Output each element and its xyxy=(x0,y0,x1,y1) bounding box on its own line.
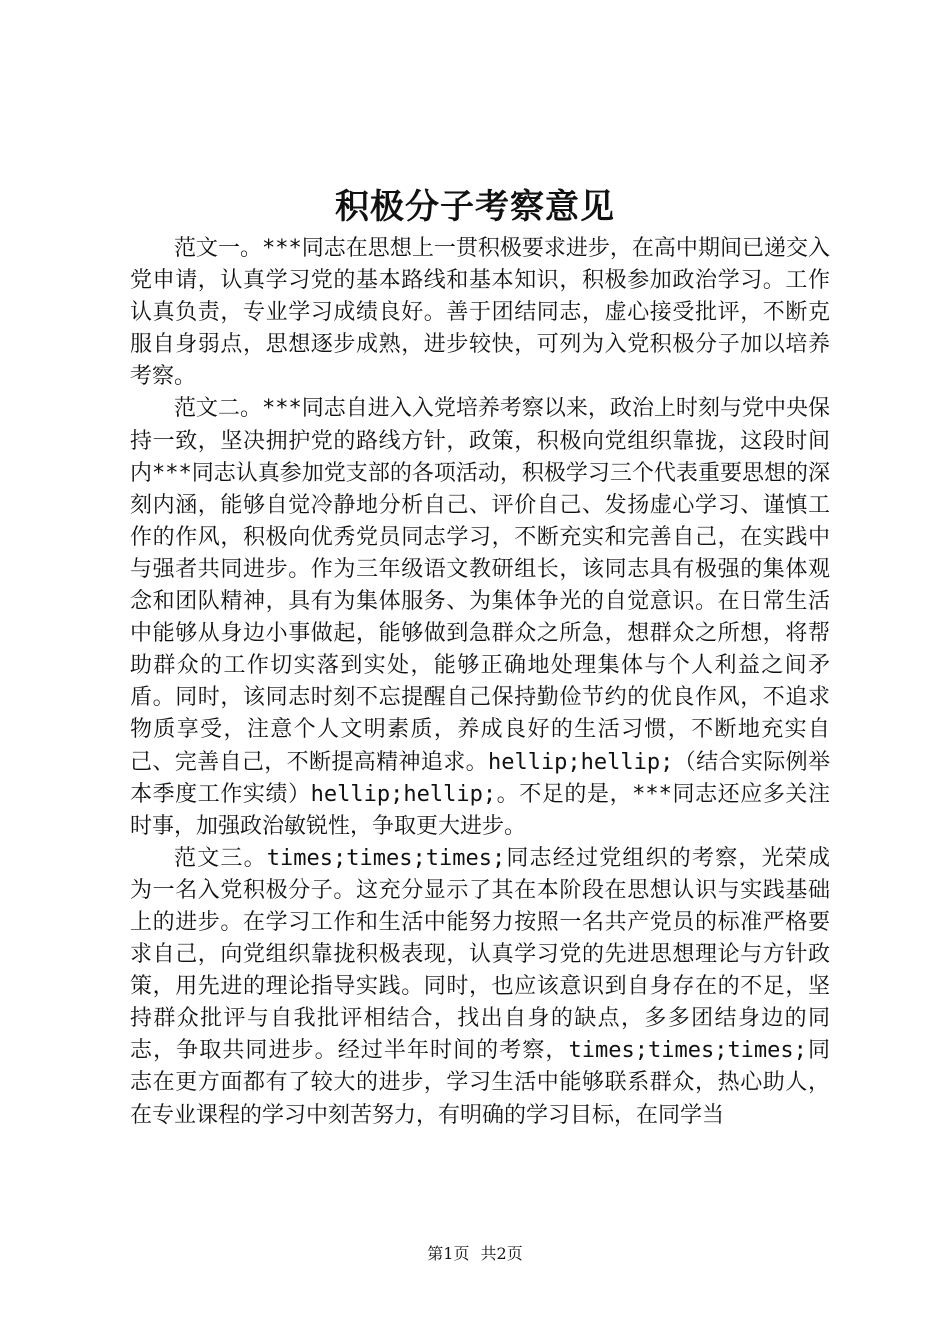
page-number-current: 第1页 xyxy=(427,1244,470,1263)
paragraph-sample-3: 范文三。times;times;times;同志经过党组织的考察，光荣成为一名入党积极分子。这充分显示了其在本阶段在思想认识与实践基础上的进步。在学习工作和生活中能努力按照一名共产党员的标准严格要求自己，向党组织靠拢积极表现，认真学习党的先进思想理论与方针政策，用先进的理论指导实践。同时，也应该意识到自身存在的不足，坚持群众批评与自我批评相结合，找出自身的缺点，多多团结身边的同志，争取共同进步。经过半年时间的考察，times;times;times;同志在更方面都有了较大的进步，学习生活中能够联系群众，热心助人，在专业课程的学习中刻苦努力，有明确的学习目标，在同学当 xyxy=(130,845,830,1128)
paragraph-sample-1: 范文一。***同志在思想上一贯积极要求进步，在高中期间已递交入党申请，认真学习党的基本路线和基本知识，积极参加政治学习。工作认真负责，专业学习成绩良好。善于团结同志，虚心接受批评，不断克服自身弱点，思想逐步成熟，进步较快，可列为入党积极分子加以培养考察。 xyxy=(130,236,830,390)
page-number-total: 共2页 xyxy=(480,1244,523,1263)
paragraph-sample-2: 范文二。***同志自进入入党培养考察以来，政治上时刻与党中央保持一致，坚决拥护党的路线方针，政策，积极向党组织靠拢，这段时间内***同志认真参加党支部的各项活动，积极学习三个代表重要思想的深刻内涵，能够自觉冷静地分析自己、评价自己、发扬虚心学习、谨慎工作的作风，积极向优秀党员同志学习，不断充实和完善自己，在实践中与强者共同进步。作为三年级语文教研组长，该同志具有极强的集体观念和团队精神，具有为集体服务、为集体争光的自觉意识。在日常生活中能够从身边小事做起，能够做到急群众之所急，想群众之所想，将帮助群众的工作切实落到实处，能够正确地处理集体与个人利益之间矛盾。同时，该同志时刻不忘提醒自己保持勤俭节约的优良作风，不追求物质享受，注意个人文明素质，养成良好的生活习惯，不断地充实自己、完善自己，不断提高精神追求。hellip;hellip;（结合实际例举本季度工作实绩）hellip;hellip;。不足的是，***同志还应多关注时事，加强政治敏锐性，争取更大进步。 xyxy=(130,396,830,839)
document-body xyxy=(130,233,830,1132)
page-footer xyxy=(0,1243,950,1265)
document-title: 积极分子考察意见 xyxy=(335,187,615,227)
